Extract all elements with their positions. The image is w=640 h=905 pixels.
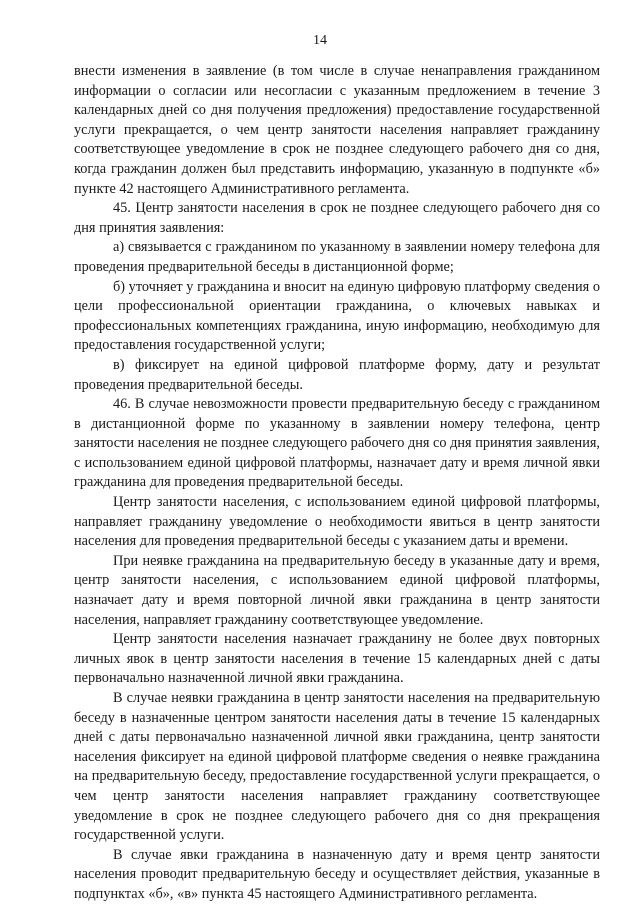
paragraph-subclause-a: а) связывается с гражданином по указанному в заявлении номеру телефона для проведения предварительной беседы в дистанционной форме; [74,239,600,275]
paragraph-clause-45: 45. Центр занятости населения в срок не позднее следующего рабочего дня со дня принятия заявления: [74,200,600,236]
paragraph-service-termination: В случае неявки гражданина в центр занятости населения на предварительную беседу в назначенные центром занятости населения даты в течение 15 календарных дней с даты первоначально назначенной личной явки гражданина, центр занятости населения фиксирует на единой цифровой платформе сведения о неявке гражданина на предварительную беседу, предоставление государственной услуги прекращается, о чем центр занятости населения направляет гражданину соответствующее уведомление в срок не позднее следующего рабочего дня со дня прекращения государственной услуги. [74,690,600,844]
page-number: 14 [313,33,327,48]
document-body [74,62,600,905]
paragraph-clause-46: 46. В случае невозможности провести предварительную беседу с гражданином в дистанционной форме по указанному в заявлении номеру телефона, центр занятости населения не позднее следующего рабочего дня со дня принятия заявления, с использованием единой цифровой платформы, назначает дату и время личной явки гражданина для проведения предварительной беседы. [74,396,600,491]
paragraph-appearance: В случае явки гражданина в назначенную дату и время центр занятости населения проводит предварительную беседу и осуществляет действия, указанные в подпунктах «б», «в» пункта 45 настоящего Административного регламента. [74,846,600,902]
paragraph-subclause-b: б) уточняет у гражданина и вносит на единую цифровую платформу сведения о цели профессиональной ориентации гражданина, о ключевых навыках и профессиональных компетенциях гражданина, иную информацию, необходимую для предоставления государственной услуги; [74,278,600,354]
paragraph-repeat-appearances: Центр занятости населения назначает гражданину не более двух повторных личных явок в центр занятости населения в течение 15 календарных дней с даты первоначально назначенной личной явки гражданина. [74,631,600,687]
paragraph-subclause-v: в) фиксирует на единой цифровой платформе форму, дату и результат проведения предварительной беседы. [74,356,600,393]
paragraph-non-appearance: При неявке гражданина на предварительную беседу в указанные дату и время, центр занятости населения, с использованием единой цифровой платформы, назначает дату и время повторной личной явки гражданина в центр занятости населения, направляет гражданину соответствующее уведомление. [74,552,600,628]
paragraph-notification: Центр занятости населения, с использованием единой цифровой платформы, направляет гражданину уведомление о необходимости явиться в центр занятости населения для проведения предварительной беседы с указанием даты и времени. [74,494,600,550]
paragraph-continuation: внести изменения в заявление (в том числе в случае ненаправления гражданином информации о согласии или несогласии с указанным предложением в течение 3 календарных дней со дня получения предложения) предоставление государственной услуги прекращается, о чем центр занятости населения направляет гражданину соответствующее уведомление в срок не позднее следующего рабочего дня со дня, когда гражданин должен был представить информацию, указанную в подпункте «б» пункте 42 настоящего Административного регламента. [74,63,600,197]
